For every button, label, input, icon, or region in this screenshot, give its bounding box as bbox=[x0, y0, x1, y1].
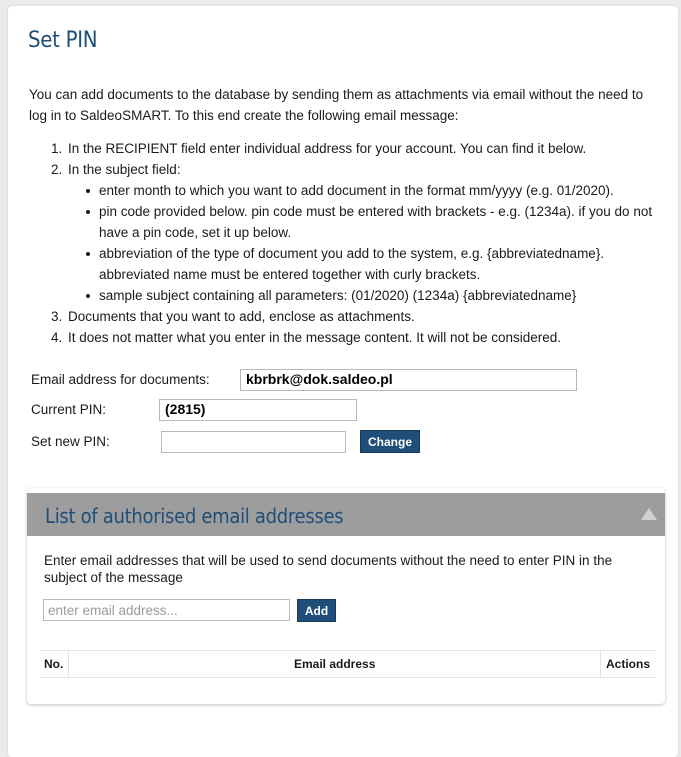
set-pin-panel bbox=[8, 6, 678, 757]
email-address-field[interactable]: kbrbrk@dok.saldeo.pl bbox=[240, 369, 577, 391]
current-pin-field[interactable]: (2815) bbox=[159, 399, 357, 421]
section-title: List of authorised email addresses bbox=[45, 504, 344, 528]
column-header-no: No. bbox=[44, 657, 64, 671]
list-item: enter month to which you want to add document in the format mm/yyyy (e.g. 01/2020). bbox=[86, 180, 661, 201]
list-item: 2. In the subject field: enter month to which you want to add document in the format mm/yyyy (e.g. 01/2020). pin code provided below. pin code must be entered with brackets - e.g. (1234a). if you do not have a pin code, set it up below. abbreviation of the type of document you add to the system, e.g. {abbreviatedname}. abbreviated name must be entered together with curly brackets. sample subject containing all parameters: (01/2020) (1234a) {abbreviatedname} bbox=[51, 159, 661, 306]
column-header-actions: Actions bbox=[606, 657, 651, 671]
current-pin-label: Current PIN: bbox=[31, 402, 107, 417]
column-header-email: Email address bbox=[294, 657, 376, 671]
list-item: 4. It does not matter what you enter in the message content. It will not be considered. bbox=[51, 330, 562, 345]
authorised-emails-table bbox=[40, 650, 655, 678]
instructions-list bbox=[51, 138, 661, 348]
section-header[interactable] bbox=[27, 493, 665, 536]
new-pin-label: Set new PIN: bbox=[31, 434, 110, 449]
list-item: pin code provided below. pin code must be entered with brackets - e.g. (1234a). if you do not have a pin code, set it up below. bbox=[86, 201, 661, 243]
add-email-button[interactable]: Add bbox=[297, 599, 336, 622]
collapse-triangle-icon[interactable] bbox=[641, 508, 657, 520]
subject-bullets bbox=[68, 180, 661, 306]
list-item: sample subject containing all parameters: (01/2020) (1234a) {abbreviatedname} bbox=[86, 285, 661, 306]
email-address-input[interactable] bbox=[43, 599, 290, 621]
list-item: abbreviation of the type of document you add to the system, e.g. {abbreviatedname}. abbreviated name must be entered together with curly brackets. bbox=[86, 243, 661, 285]
change-pin-button[interactable]: Change bbox=[360, 430, 420, 453]
list-item: 3. Documents that you want to add, enclose as attachments. bbox=[51, 309, 415, 324]
intro-text: You can add documents to the database by sending them as attachments via email without the need to log in to SaldeoSMART. To this end create the following email message: bbox=[29, 87, 644, 123]
new-pin-input[interactable] bbox=[161, 431, 346, 453]
page-title: Set PIN bbox=[28, 28, 98, 53]
list-item: 1. In the RECIPIENT field enter individual address for your account. You can find it below. bbox=[51, 141, 587, 156]
authorised-emails-section bbox=[27, 488, 665, 704]
column-divider bbox=[600, 651, 601, 677]
section-description: Enter email addresses that will be used to send documents without the need to enter PIN in the subject of the message bbox=[44, 553, 613, 585]
email-address-label: Email address for documents: bbox=[31, 372, 210, 387]
column-divider bbox=[68, 651, 69, 677]
